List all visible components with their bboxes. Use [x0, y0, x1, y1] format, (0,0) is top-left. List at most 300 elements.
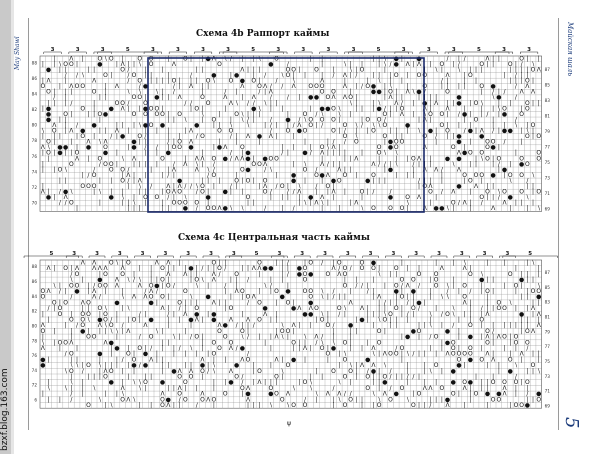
chart-4c-stitch-symbol: ∖ — [40, 339, 45, 347]
chart-4b-stitch-symbol: ● — [80, 127, 86, 135]
chart-4c-stitch-symbol: | — [372, 288, 375, 295]
chart-4b-stitch-symbol: O — [422, 83, 428, 91]
chart-4c-stitch-symbol: ● — [467, 333, 473, 341]
chart-4c-stitch-symbol: | — [492, 288, 495, 295]
chart-4b-stitch-symbol: O — [211, 155, 217, 163]
chart-4c-stitch-symbol: | — [98, 327, 101, 335]
chart-4b-stitch-symbol: | — [440, 177, 443, 185]
chart-4c-stitch-symbol: | — [252, 379, 255, 387]
chart-4c-stitch-symbol: ● — [359, 316, 365, 324]
chart-4b-stitch-symbol: ● — [433, 205, 439, 213]
chart-4c-stitch-symbol: | — [355, 367, 358, 375]
chart-4c-stitch-symbol: | — [520, 282, 523, 290]
chart-4b-stitch-symbol: ● — [393, 55, 399, 63]
chart-4b-stitch-symbol: O — [251, 160, 257, 168]
chart-4c-stitch-symbol: Λ — [257, 265, 262, 273]
chart-4c-stitch-symbol: ∖ — [172, 333, 176, 341]
chart-4b-stitch-symbol: | — [406, 127, 409, 135]
chart-4b-stitch-symbol: O — [496, 155, 502, 163]
chart-4c-stitch-symbol: | — [457, 316, 460, 324]
chart-4b-stitch-symbol: | — [383, 166, 386, 174]
chart-4c-stitch-symbol: | — [229, 276, 232, 284]
chart-4b-stitch-symbol: / — [184, 183, 187, 190]
chart-4b-stitch-symbol: O — [399, 105, 405, 113]
chart-4c-stitch-symbol: ∖ — [377, 270, 382, 278]
chart-4b-stitch-symbol: ∖ — [514, 121, 518, 129]
chart-4b-stitch-symbol: Λ — [485, 55, 490, 63]
chart-4c-stitch-symbol: O — [51, 299, 57, 307]
chart-4b-stitch-symbol: | — [526, 121, 529, 129]
chart-4c-repeat-bracket-label: 3 — [117, 251, 122, 257]
chart-4c-stitch-symbol: | — [395, 293, 398, 301]
chart-4b-stitch-symbol: | — [475, 66, 478, 74]
chart-4b-stitch-symbol: / — [463, 127, 466, 135]
chart-4c-stitch-symbol: ∖ — [331, 339, 336, 347]
chart-4b-stitch-symbol: | — [355, 171, 358, 179]
chart-4b-stitch-symbol: | — [298, 194, 301, 202]
chart-4b-stitch-symbol: ● — [422, 99, 428, 107]
chart-4b-stitch-symbol: / — [332, 72, 335, 79]
chart-4b-stitch-symbol: Λ — [291, 83, 296, 91]
chart-4b-stitch-symbol: | — [497, 55, 500, 63]
chart-4b-stitch-symbol: | — [440, 66, 443, 74]
chart-4b-stitch-symbol: / — [212, 160, 215, 168]
chart-4c-right-row-number: 87 — [544, 270, 550, 276]
chart-4c-stitch-symbol: | — [326, 293, 329, 301]
chart-4b-stitch-symbol: | — [252, 55, 255, 63]
chart-4b-stitch-symbol: | — [372, 177, 375, 185]
chart-4c-stitch-symbol: O — [194, 276, 200, 284]
chart-4b-stitch-symbol: O — [467, 149, 473, 157]
chart-4c-stitch-symbol: | — [41, 333, 44, 341]
chart-4b-stitch-symbol: / — [172, 83, 175, 91]
chart-4b-stitch-symbol: | — [412, 60, 415, 68]
chart-4b-stitch-symbol: | — [338, 149, 341, 157]
chart-4c-stitch-symbol: / — [269, 282, 272, 290]
chart-4c-stitch-symbol: | — [195, 384, 198, 392]
chart-4b-stitch-symbol: O — [393, 144, 399, 152]
chart-4b-stitch-symbol: | — [429, 160, 432, 168]
chart-4c-stitch-symbol: ● — [234, 362, 240, 370]
chart-4c-stitch-symbol: Λ — [382, 390, 387, 398]
chart-4c-stitch-symbol: O — [239, 288, 245, 295]
chart-4c-stitch-symbol: O — [382, 316, 388, 324]
chart-4b-stitch-symbol: / — [138, 83, 141, 91]
chart-4b-repeat-bracket-label: 3 — [426, 47, 431, 53]
chart-4c-stitch-symbol: O — [279, 327, 285, 335]
chart-4c-stitch-symbol: | — [338, 293, 341, 301]
chart-4b-stitch-symbol: O — [171, 199, 177, 207]
chart-4c-stitch-symbol: Λ — [257, 379, 262, 387]
chart-4b-stitch-symbol: Λ — [536, 66, 541, 74]
chart-4c-stitch-symbol: | — [212, 356, 215, 364]
chart-4c-stitch-symbol: O — [148, 282, 154, 290]
chart-4b-repeat-bracket-label: 3 — [276, 47, 281, 53]
chart-4c-stitch-symbol: ● — [467, 356, 473, 364]
chart-4b-stitch-symbol: | — [304, 72, 307, 79]
chart-4b-stitch-symbol: | — [167, 144, 170, 152]
chart-4b-stitch-symbol: O — [485, 188, 490, 196]
chart-4b-stitch-symbol: / — [520, 60, 523, 68]
chart-4c-stitch-symbol: O — [536, 288, 542, 295]
chart-4b-stitch-symbol: ● — [63, 188, 69, 196]
chart-4c-stitch-symbol: | — [400, 350, 403, 358]
chart-4c-stitch-symbol: | — [64, 288, 67, 295]
chart-4b-stitch-symbol: | — [144, 160, 147, 168]
chart-4c-stitch-symbol: / — [98, 293, 101, 301]
chart-4b-stitch-symbol: ● — [245, 155, 251, 163]
chart-4c-stitch-symbol: Λ — [211, 276, 216, 284]
chart-4b-repeat-bracket-label: 3 — [100, 47, 105, 53]
chart-4b-stitch-symbol: Λ — [69, 83, 74, 91]
chart-4b-stitch-symbol: | — [463, 72, 466, 79]
chart-4b-stitch-symbol: ● — [490, 171, 496, 179]
chart-4b-stitch-symbol: | — [150, 166, 153, 174]
chart-4b-stitch-symbol: / — [264, 72, 267, 79]
chart-4b-stitch-symbol: ∖ — [417, 127, 421, 135]
chart-4b-stitch-symbol: O — [325, 94, 331, 102]
chart-4c-stitch-symbol: ∖ — [69, 379, 74, 387]
chart-4c-stitch-symbol: | — [400, 333, 403, 341]
chart-4c-stitch-symbol: | — [412, 390, 415, 398]
chart-4c-stitch-symbol: / — [247, 333, 250, 341]
chart-4c-stitch-symbol: O — [530, 288, 536, 295]
chart-4c-stitch-symbol: O — [239, 384, 245, 392]
chart-4c-stitch-symbol: / — [338, 265, 341, 273]
chart-4b-stitch-symbol: | — [298, 94, 301, 102]
chart-4c-stitch-symbol: / — [286, 259, 289, 267]
chart-4c-stitch-symbol: | — [463, 362, 466, 370]
chart-4c-stitch-symbol: O — [456, 350, 462, 358]
chart-4b-stitch-symbol: | — [201, 55, 204, 63]
chart-4b-stitch-symbol: ● — [222, 155, 228, 163]
chart-4b-stitch-symbol: ● — [501, 127, 508, 135]
chart-4b-stitch-symbol: Λ — [223, 94, 228, 102]
chart-4b-stitch-symbol: | — [492, 121, 495, 129]
chart-4c-stitch-symbol: ∖ — [348, 362, 353, 370]
chart-4b-stitch-symbol: / — [286, 188, 289, 196]
chart-4c-stitch-symbol: / — [418, 282, 421, 290]
chart-4c-stitch-symbol: | — [423, 350, 426, 358]
chart-4b-stitch-symbol: / — [167, 171, 170, 179]
chart-4b-stitch-symbol: | — [218, 110, 221, 118]
chart-4b-stitch-symbol: | — [104, 88, 107, 96]
chart-4b-stitch-symbol: | — [406, 72, 409, 79]
chart-4c-stitch-symbol: | — [184, 350, 187, 358]
chart-4b-stitch-symbol: / — [229, 55, 232, 63]
chart-4c-stitch-symbol: Λ — [445, 350, 450, 358]
chart-4b-stitch-symbol: | — [144, 149, 147, 157]
chart-4b-stitch-symbol: O — [177, 138, 183, 146]
chart-4c-stitch-symbol: / — [469, 288, 472, 295]
chart-4b-stitch-symbol: | — [469, 121, 472, 129]
chart-4b-stitch-symbol: O — [479, 194, 485, 202]
chart-4c-stitch-symbol: | — [70, 333, 73, 341]
chart-4b-stitch-symbol: O — [131, 72, 137, 79]
chart-4c-stitch-symbol: O — [285, 362, 291, 370]
chart-4b-stitch-symbol: | — [161, 66, 164, 74]
chart-4c-stitch-symbol: ● — [330, 345, 337, 352]
chart-4c-stitch-symbol: / — [224, 265, 227, 273]
chart-4b-left-row-number: 76 — [31, 153, 37, 159]
chart-4b-stitch-symbol: | — [503, 72, 506, 79]
chart-4b-stitch-symbol: ● — [142, 105, 149, 113]
chart-4b-stitch-symbol: | — [514, 60, 517, 68]
chart-4b-stitch-symbol: O — [182, 199, 188, 207]
chart-4b-stitch-symbol: | — [207, 199, 210, 207]
chart-4b-stitch-symbol: O — [97, 55, 103, 63]
chart-4c-stitch-symbol: | — [161, 282, 164, 290]
chart-4c-stitch-symbol: | — [98, 356, 101, 364]
chart-4b-stitch-symbol: | — [349, 60, 352, 68]
chart-4b-stitch-symbol: ● — [393, 60, 399, 68]
chart-4c-right-row-number: 75 — [544, 358, 550, 364]
chart-4b-stitch-symbol: ● — [479, 133, 485, 141]
chart-4b-stitch-symbol: | — [138, 205, 141, 213]
chart-4b-stitch-symbol: O — [371, 171, 376, 179]
chart-4c-stitch-symbol: | — [144, 373, 147, 381]
chart-4c-stitch-symbol: | — [161, 367, 164, 375]
chart-4b-stitch-symbol: Λ — [171, 188, 177, 196]
chart-4b-stitch-symbol: / — [321, 121, 324, 129]
chart-4c-stitch-symbol: / — [178, 396, 181, 404]
chart-4b-stitch-symbol: O — [479, 60, 485, 68]
chart-4b-stitch-symbol: O — [97, 110, 103, 118]
chart-4b-stitch-symbol: O — [143, 99, 148, 107]
chart-4c-stitch-symbol: O — [496, 396, 502, 404]
chart-4c-stitch-symbol: | — [429, 288, 432, 295]
chart-4c-stitch-symbol: | — [58, 282, 61, 290]
chart-4b-stitch-symbol: | — [532, 77, 535, 85]
chart-4b-right-row-number: 75 — [544, 160, 550, 166]
chart-4c-stitch-symbol: Λ — [240, 356, 245, 364]
chart-4c-stitch-symbol: | — [47, 356, 50, 364]
chart-4c-stitch-symbol: O — [371, 265, 376, 273]
chart-4b-stitch-symbol: | — [144, 188, 147, 196]
chart-4b-stitch-symbol: | — [332, 194, 335, 202]
chart-4c-stitch-symbol: | — [161, 356, 164, 364]
chart-4c-stitch-symbol: ● — [308, 310, 314, 318]
chart-4c-stitch-symbol: ∖ — [46, 384, 51, 392]
chart-4b-stitch-symbol: Λ — [354, 155, 359, 163]
chart-4b-stitch-symbol: Λ — [422, 105, 427, 113]
chart-4b-stitch-symbol: ∖ — [137, 60, 142, 68]
chart-4b-stitch-symbol: / — [269, 188, 272, 196]
chart-4c-stitch-symbol: Λ — [314, 333, 319, 341]
chart-4c-stitch-symbol: | — [81, 276, 84, 284]
chart-4c-stitch-symbol: ∖ — [320, 293, 325, 301]
chart-4b-stitch-symbol: | — [366, 127, 369, 135]
chart-4c-stitch-symbol: | — [361, 396, 364, 404]
chart-4b-stitch-symbol: / — [332, 138, 335, 146]
chart-4b-stitch-symbol: | — [520, 66, 523, 74]
chart-4c-stitch-symbol: O — [234, 270, 240, 278]
chart-4b-repeat-bracket-label: 5 — [125, 47, 130, 53]
chart-4b-stitch-symbol: O — [445, 88, 450, 96]
chart-4b-stitch-symbol: | — [53, 194, 56, 202]
chart-4c-stitch-symbol: / — [64, 350, 67, 358]
chart-4b-stitch-symbol: | — [235, 183, 238, 190]
chart-4c-stitch-symbol: | — [76, 345, 79, 352]
chart-4c-stitch-symbol: | — [389, 316, 392, 324]
chart-4c-stitch-symbol: | — [241, 293, 244, 301]
chart-4c-stitch-symbol: Λ — [536, 310, 541, 318]
chart-4c-stitch-symbol: | — [258, 402, 261, 409]
chart-4c-stitch-symbol: Λ — [92, 288, 97, 295]
chart-4b-stitch-symbol: | — [298, 66, 301, 74]
chart-4b-stitch-symbol: / — [361, 121, 364, 129]
chart-4b-stitch-symbol: ● — [262, 155, 268, 163]
chart-4b-stitch-symbol: O — [342, 121, 348, 129]
chart-4c-stitch-symbol: | — [486, 276, 489, 284]
chart-4b-right-row-number: 69 — [544, 206, 550, 212]
chart-4c-stitch-symbol: O — [160, 402, 165, 409]
chart-4c-stitch-symbol: | — [269, 379, 272, 387]
chart-4b-left-row-number: 88 — [31, 60, 37, 66]
chart-4c-stitch-symbol: | — [224, 259, 227, 267]
chart-4b-stitch-symbol: | — [452, 205, 455, 213]
chart-4b-stitch-symbol: | — [258, 138, 261, 146]
chart-4c-stitch-symbol: | — [127, 362, 130, 370]
chart-4c-stitch-symbol: Λ — [228, 316, 234, 324]
chart-4c-stitch-symbol: | — [201, 373, 204, 381]
chart-4c-stitch-symbol: ● — [365, 356, 371, 364]
chart-4c-stitch-symbol: O — [274, 390, 279, 398]
chart-4c-stitch-symbol: | — [281, 270, 284, 278]
chart-4c-stitch-symbol: Λ — [439, 265, 444, 273]
chart-4b-repeat-bracket-label: 3 — [226, 47, 231, 53]
chart-4c-stitch-symbol: | — [343, 310, 346, 318]
chart-4b-stitch-symbol: O — [211, 205, 217, 213]
chart-4b-stitch-symbol: O — [239, 144, 245, 152]
chart-4b-stitch-symbol: / — [315, 110, 318, 118]
chart-4c-stitch-symbol: | — [423, 322, 426, 330]
chart-4c-stitch-symbol: O — [399, 384, 405, 392]
chart-4c-stitch-symbol: | — [366, 305, 369, 313]
chart-4c-stitch-symbol: O — [513, 402, 519, 409]
chart-4b-stitch-symbol: ∖ — [491, 94, 496, 102]
chart-4b-stitch-symbol: | — [338, 127, 341, 135]
chart-4b-stitch-symbol: | — [492, 183, 495, 190]
chart-4c-stitch-symbol: ∖ — [320, 310, 325, 318]
chart-4b-stitch-symbol: Λ — [211, 55, 216, 63]
chart-4c-stitch-symbol: | — [400, 259, 403, 267]
chart-4b-stitch-symbol: Λ — [228, 99, 234, 107]
chart-4c-stitch-symbol: Λ — [92, 259, 97, 267]
chart-4b-stitch-symbol: | — [372, 55, 375, 63]
chart-4b-stitch-symbol: | — [275, 133, 278, 141]
chart-4b-stitch-symbol: Λ — [114, 127, 120, 135]
chart-4c-stitch-symbol: ● — [536, 390, 542, 398]
chart-4c-stitch-symbol: Λ — [126, 396, 131, 404]
chart-4b-stitch-symbol: | — [144, 66, 147, 74]
chart-4b-stitch-symbol: | — [349, 88, 352, 96]
chart-4b-stitch-symbol: O — [490, 138, 496, 146]
chart-4c-stitch-symbol: Λ — [405, 282, 410, 290]
chart-4c-stitch-symbol: | — [281, 276, 284, 284]
chart-4c-stitch-symbol: | — [372, 373, 375, 381]
chart-4c-right-row-number: 79 — [544, 329, 550, 335]
chart-4c-stitch-symbol: O — [291, 402, 297, 409]
chart-4b-stitch-symbol: | — [321, 155, 324, 163]
chart-4c-stitch-symbol: | — [127, 316, 130, 324]
chart-4c-stitch-symbol: | — [70, 327, 73, 335]
chart-4b-stitch-symbol: / — [64, 199, 67, 207]
chart-4b-stitch-symbol: O — [148, 60, 154, 68]
chart-4c-stitch-symbol: O — [439, 384, 445, 392]
chart-4b-stitch-symbol: | — [53, 55, 56, 63]
chart-4c-stitch-symbol: O — [524, 339, 530, 347]
chart-4c-stitch-symbol: O — [86, 299, 91, 307]
chart-4c-stitch-symbol: | — [87, 282, 90, 290]
chart-4b-stitch-symbol: / — [497, 160, 500, 168]
chart-4b-stitch-symbol: | — [138, 188, 141, 196]
chart-4b-stitch-symbol: / — [514, 72, 517, 79]
chart-4b-stitch-symbol: | — [400, 133, 403, 141]
chart-4c-stitch-symbol: / — [349, 265, 352, 273]
chart-4b-stitch-symbol: ● — [194, 121, 200, 129]
chart-4c-stitch-symbol: O — [342, 282, 348, 290]
chart-4c-stitch-symbol: Λ — [211, 270, 216, 278]
chart-4c-stitch-symbol: O — [308, 259, 314, 267]
chart-4c-stitch-symbol: | — [41, 310, 44, 318]
chart-4c-stitch-symbol: / — [321, 259, 324, 267]
chart-4b-stitch-symbol: | — [520, 138, 523, 146]
chart-4c-stitch-symbol: O — [513, 339, 519, 347]
chart-4b-stitch-symbol: O — [285, 66, 291, 74]
chart-4b-stitch-symbol: / — [64, 72, 67, 79]
chart-4b-stitch-symbol: / — [389, 188, 392, 196]
chart-4b-stitch-symbol: | — [201, 177, 204, 185]
chart-4b-stitch-symbol: | — [275, 99, 278, 107]
chart-4b-repeat-bracket-label: 5 — [476, 47, 481, 53]
chart-4c-stitch-symbol: ∖ — [137, 379, 142, 387]
chart-4b-stitch-symbol: | — [378, 60, 381, 68]
chart-4c-stitch-symbol: / — [383, 299, 386, 307]
chart-4b-stitch-symbol: Λ — [188, 83, 194, 91]
chart-4b-stitch-symbol: | — [161, 188, 164, 196]
chart-4c-stitch-symbol: | — [440, 396, 443, 404]
chart-4c-stitch-symbol: Λ — [206, 396, 211, 404]
chart-4b-stitch-symbol: / — [172, 160, 175, 168]
chart-4b-stitch-symbol: | — [412, 110, 415, 118]
chart-4b-stitch-symbol: O — [46, 149, 51, 157]
chart-4c-stitch-symbol: | — [400, 288, 403, 295]
chart-4c-stitch-symbol: | — [98, 367, 101, 375]
chart-4c-stitch-symbol: ● — [405, 333, 411, 341]
chart-4c-stitch-symbol: | — [406, 316, 409, 324]
chart-4c-stitch-symbol: | — [115, 356, 118, 364]
chart-4c-stitch-symbol: | — [315, 396, 318, 404]
chart-4b-stitch-symbol: | — [87, 66, 90, 74]
chart-4b-stitch-symbol: | — [514, 149, 517, 157]
chart-4b-stitch-symbol: O — [137, 77, 143, 85]
chart-4c-stitch-symbol: Λ — [217, 322, 222, 330]
chart-4b-stitch-symbol: O — [479, 149, 485, 157]
chart-4b-stitch-symbol: | — [167, 127, 170, 135]
chart-4b-stitch-symbol: / — [195, 133, 198, 141]
chart-4b-stitch-symbol: | — [423, 160, 426, 168]
chart-4b-stitch-symbol: | — [412, 166, 415, 174]
chart-4b-stitch-symbol: ∖ — [257, 55, 262, 63]
chart-4c-stitch-symbol: O — [433, 282, 439, 290]
chart-4b-stitch-symbol: ● — [205, 194, 211, 202]
chart-4b-stitch-symbol: Λ — [491, 205, 496, 213]
chart-4c-stitch-symbol: O — [217, 265, 222, 273]
chart-4b-stitch-symbol: ● — [131, 144, 137, 152]
chart-4b-stitch-symbol: | — [429, 60, 432, 68]
chart-4c-stitch-symbol: / — [144, 288, 147, 295]
